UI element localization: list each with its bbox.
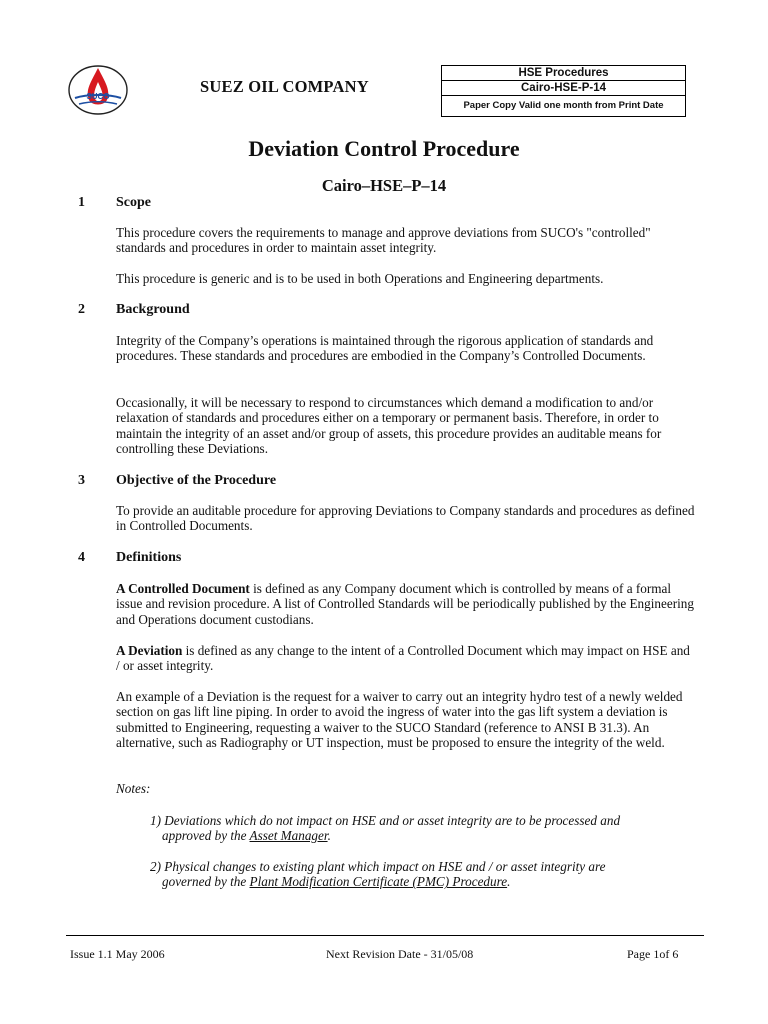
footer-issue: Issue 1.1 May 2006 xyxy=(70,947,165,961)
paragraph: This procedure is generic and is to be used in both Operations and Engineering departments. xyxy=(116,271,604,286)
section-heading: Background xyxy=(116,302,190,317)
section-heading: Objective of the Procedure xyxy=(116,473,277,488)
section-number: 4 xyxy=(78,550,85,565)
note-line: 2) Physical changes to existing plant which impact on HSE and / or asset integrity are xyxy=(150,859,606,874)
note-1 xyxy=(150,813,690,844)
note-text: governed by the xyxy=(162,874,250,890)
section-number: 1 xyxy=(78,195,85,210)
note-2 xyxy=(150,859,690,890)
paragraph: Integrity of the Company’s operations is maintained through the rigorous application of standards and procedures. These standards and procedures are embodied in the Company’s Controlled Documents. xyxy=(116,333,654,364)
ref-validity: Paper Copy Valid one month from Print Date xyxy=(463,100,664,111)
footer-page-number: Page 1of 6 xyxy=(627,947,679,961)
definition-term: A Controlled Document xyxy=(116,581,250,596)
note-line: 1) Deviations which do not impact on HSE and or asset integrity are to be processed and xyxy=(150,813,621,828)
notes-label: Notes: xyxy=(116,781,151,796)
document-reference-box xyxy=(441,65,686,117)
document-title: Deviation Control Procedure xyxy=(248,136,520,161)
logo-text: SUCO xyxy=(86,92,110,101)
definition-text: is defined as any Company document which is controlled by means of a formal issue and revision procedure. A list of Controlled Standards will be periodically published by the Engineering and Operations document custodians. xyxy=(116,581,694,627)
section-heading: Scope xyxy=(116,195,151,210)
paragraph: This procedure covers the requirements to manage and approve deviations from SUCO's "controlled" standards and procedures in order to maintain asset integrity. xyxy=(116,225,651,256)
note-text: . xyxy=(507,874,511,890)
pmc-procedure-link[interactable]: Plant Modification Certificate (PMC) Procedure xyxy=(249,874,508,890)
ref-category: HSE Procedures xyxy=(442,66,685,81)
example-paragraph: An example of a Deviation is the request for a waiver to carry out an integrity hydro test of a newly welded section on gas lift line piping. In order to avoid the ingress of water into the gas lift system a deviation is submitted to Engineering, requesting a waiver to the SUCO Standard (reference to ANSI B 31.3). An alternative, such as Radiography or UT inspection, must be proposed to ensure the integrity of the weld. xyxy=(116,689,683,750)
ref-code: Cairo-HSE-P-14 xyxy=(442,81,685,96)
company-name: SUEZ OIL COMPANY xyxy=(200,77,369,96)
definition-term: A Deviation xyxy=(116,643,183,658)
section-heading: Definitions xyxy=(116,550,182,565)
asset-manager-link[interactable]: Asset Manager xyxy=(249,828,328,844)
note-line xyxy=(150,828,690,843)
document-code: Cairo–HSE–P–14 xyxy=(321,176,447,195)
definition-text: is defined as any change to the intent of a Controlled Document which may impact on HSE and / or asset integrity. xyxy=(116,643,690,674)
definition-controlled-document xyxy=(116,581,696,627)
note-text: approved by the xyxy=(162,828,250,844)
footer-divider xyxy=(66,935,704,936)
section-number: 3 xyxy=(78,473,85,488)
paragraph: To provide an auditable procedure for approving Deviations to Company standards and procedures as defined in Controlled Documents. xyxy=(116,503,695,534)
definition-deviation xyxy=(116,643,696,674)
note-text: . xyxy=(327,828,331,844)
section-number: 2 xyxy=(78,302,85,317)
suco-logo xyxy=(67,64,129,116)
footer-revision-date: Next Revision Date - 31/05/08 xyxy=(326,947,474,961)
paragraph: Occasionally, it will be necessary to respond to circumstances which demand a modification to and/or relaxation of standards and procedures either on a temporary or permanent basis. Therefore, in order to maintain the integrity of an asset and/or group of assets, this procedure provides an auditable means for controlling these Deviations. xyxy=(116,395,662,456)
note-line xyxy=(150,874,690,889)
